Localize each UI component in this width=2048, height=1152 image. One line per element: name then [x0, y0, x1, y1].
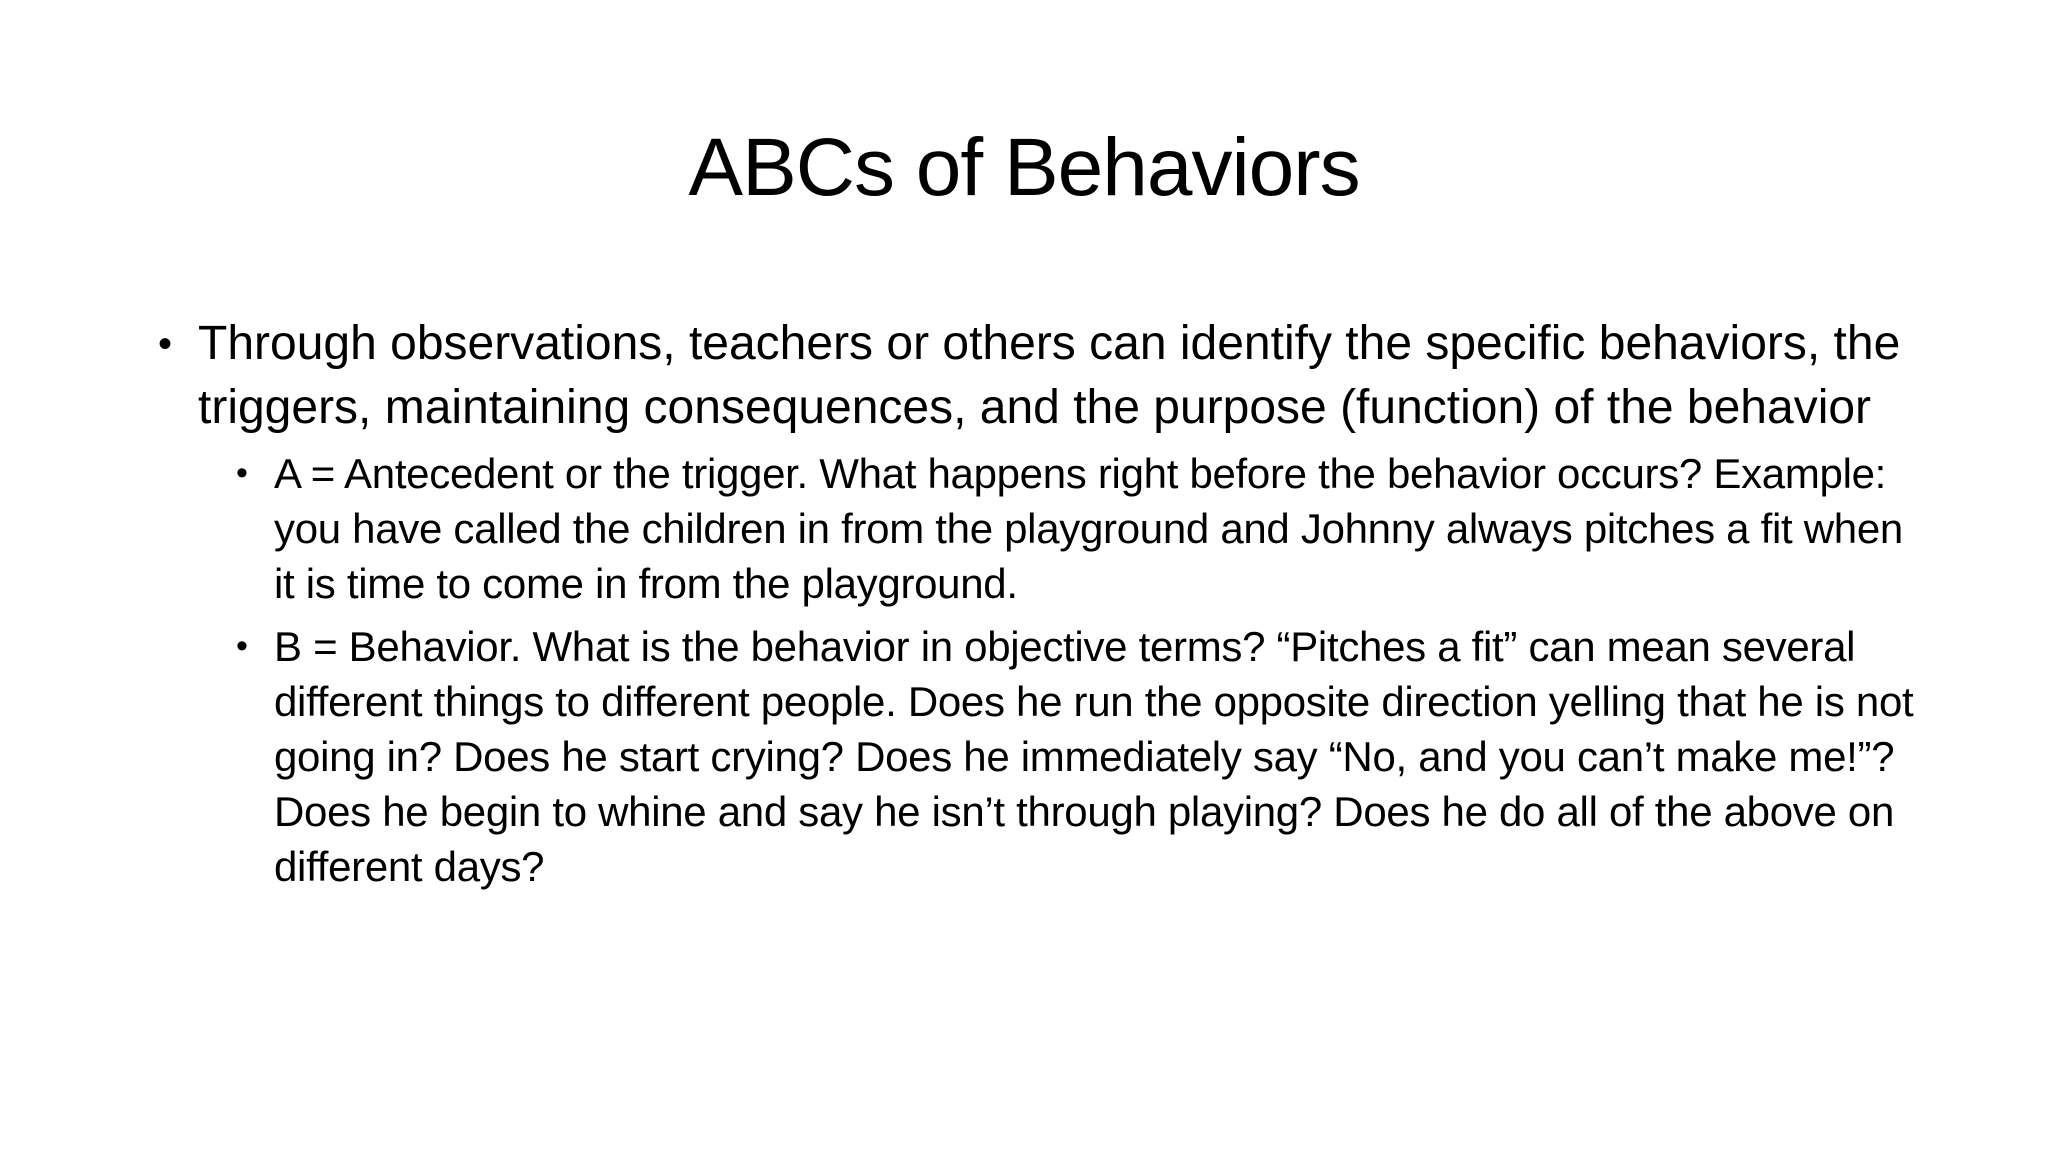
- sub-bullet-antecedent: [236, 446, 1918, 611]
- bullet-icon: •: [236, 454, 248, 492]
- slide-content: [158, 312, 1918, 902]
- slide-title: ABCs of Behaviors: [688, 122, 1360, 213]
- bullet-icon: •: [158, 322, 173, 366]
- sub-bullet-antecedent-text: A = Antecedent or the trigger. What happens right before the behavior occurs? Example: you have called the children in from the playground and Johnny always pitches a fit when it is time to come in from the playground.: [274, 450, 1903, 607]
- bullet-icon: •: [236, 627, 248, 665]
- sub-bullet-behavior-text: B = Behavior. What is the behavior in objective terms? “Pitches a fit” can mean several different things to different people. Does he run the opposite direction yelling that he is not going in? Does he start crying? Does he immediately say “No, and you can’t make me!”? Does he begin to whine and say he isn’t through playing? Does he do all of the above on different days?: [274, 623, 1914, 890]
- bullet-main-text: Through observations, teachers or others can identify the specific behaviors, the triggers, maintaining consequences, and the purpose (function) of the behavior: [198, 317, 1901, 434]
- bullet-main: [158, 312, 1918, 440]
- sub-bullet-behavior: [236, 619, 1918, 894]
- sub-bullet-list: [158, 446, 1918, 894]
